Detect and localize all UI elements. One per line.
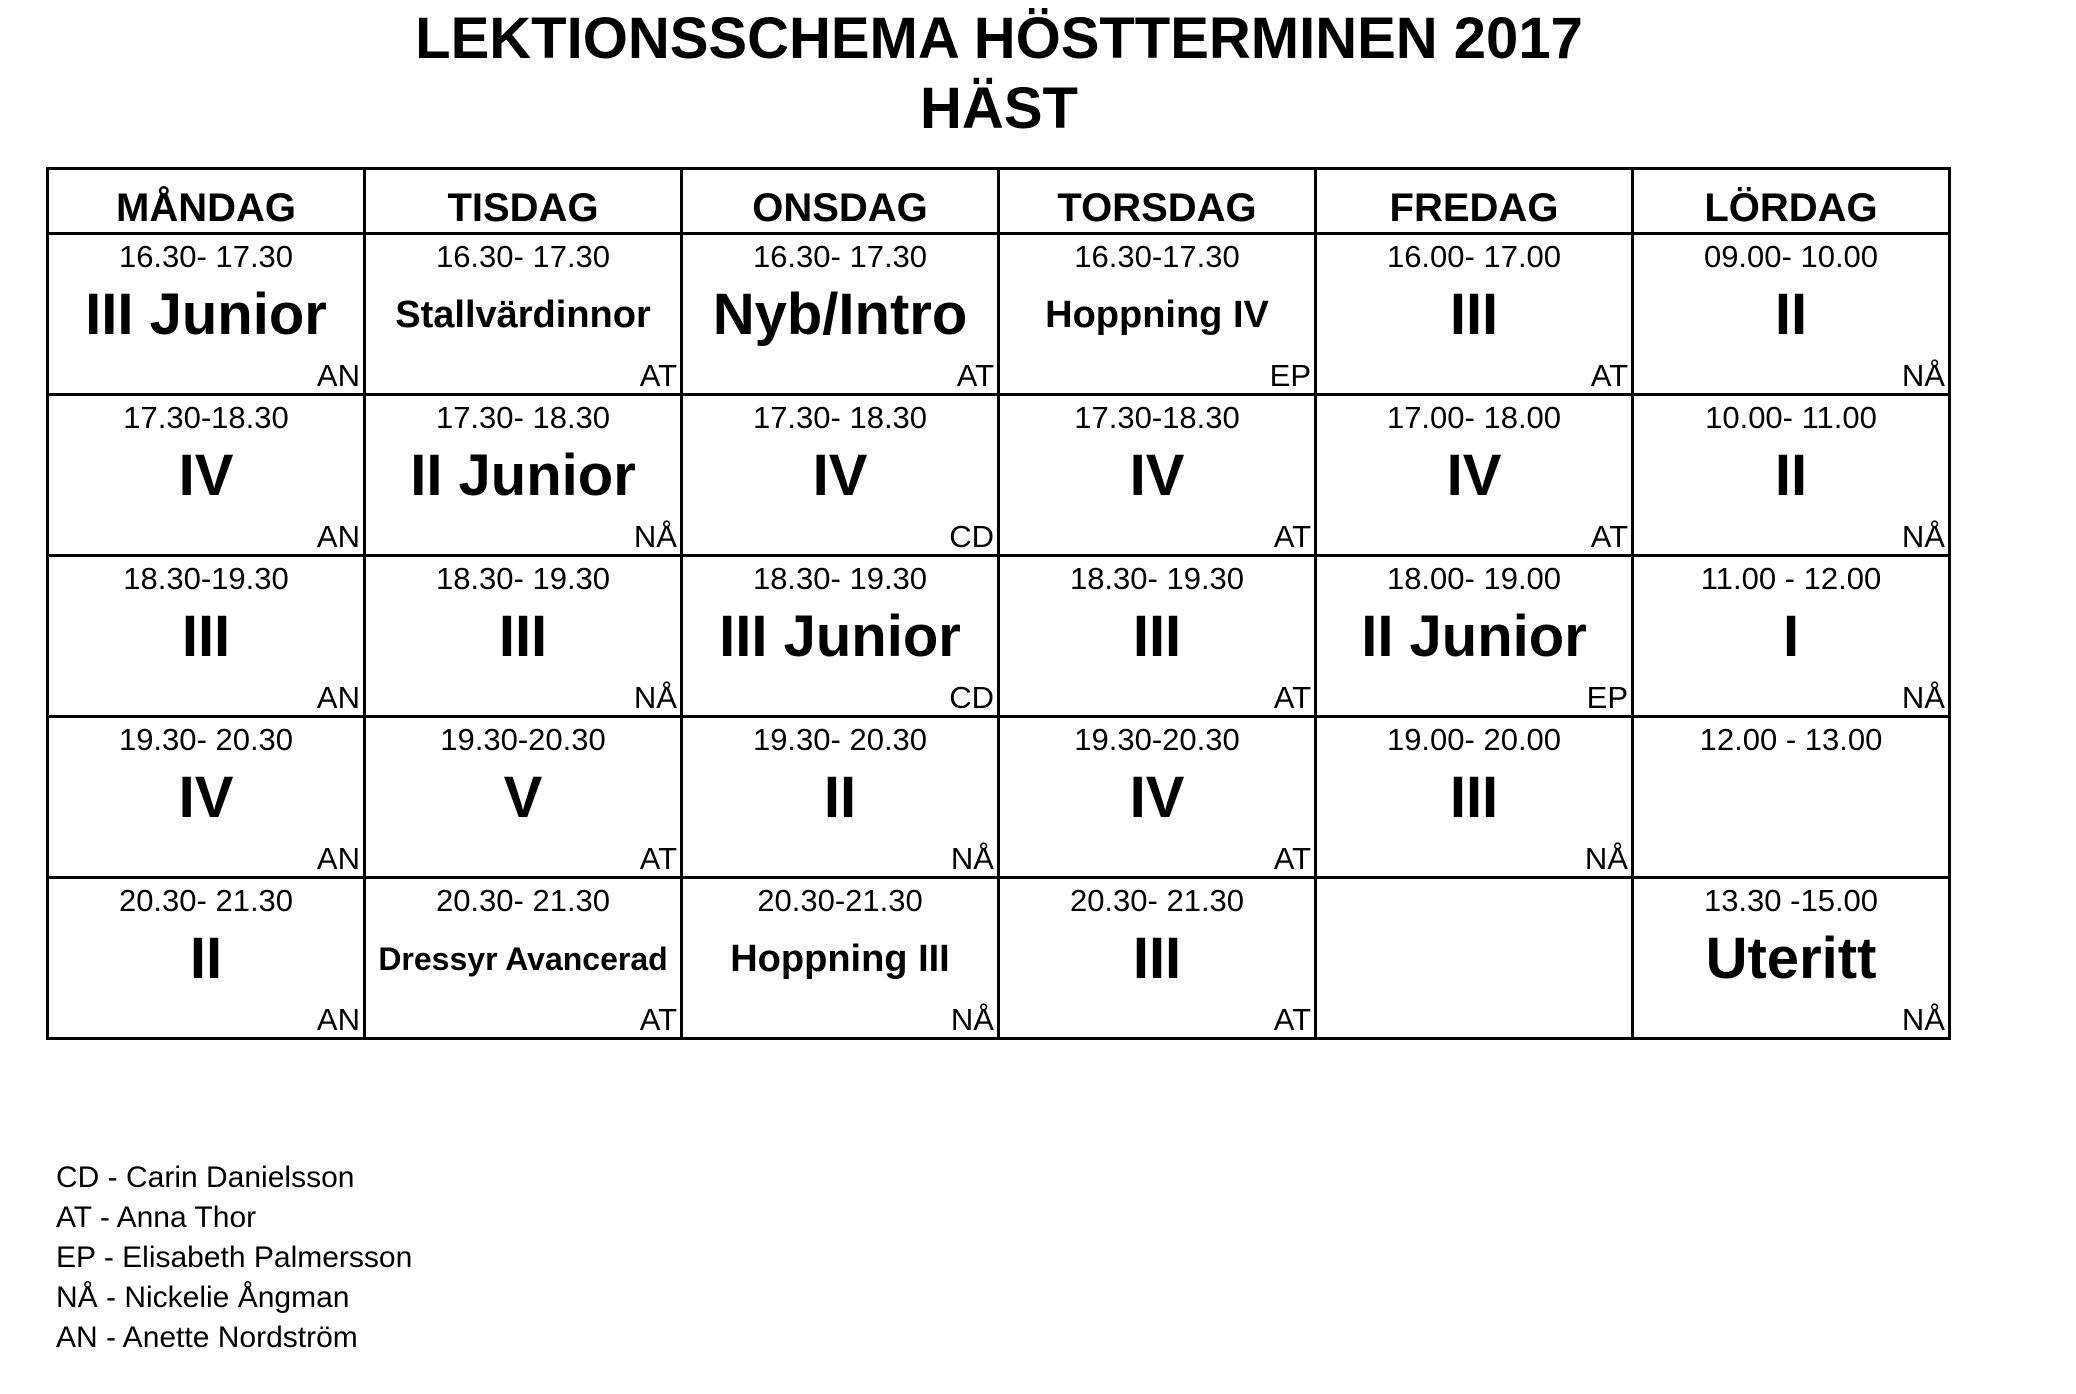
teacher-initials: CD xyxy=(949,680,994,715)
teacher-initials: NÅ xyxy=(950,1002,994,1037)
lesson-time: 13.30 -15.00 xyxy=(1703,883,1879,918)
teacher-initials: AN xyxy=(316,358,360,393)
lesson-level: II xyxy=(1774,282,1808,347)
lesson-time: 20.30- 21.30 xyxy=(435,883,611,918)
schedule-cell xyxy=(682,234,999,395)
day-header-tuesday: TISDAG xyxy=(365,169,682,234)
lesson-time: 18.30- 19.30 xyxy=(752,561,928,596)
teacher-legend xyxy=(56,1158,412,1358)
schedule-cell xyxy=(999,717,1316,878)
cell-content xyxy=(49,557,363,715)
lesson-time: 16.30- 17.30 xyxy=(435,239,611,274)
lesson-time: 20.30-21.30 xyxy=(757,883,923,918)
legend-item: CD - Carin Danielsson xyxy=(56,1161,355,1194)
teacher-initials: AT xyxy=(1590,358,1628,393)
teacher-initials: NÅ xyxy=(1901,680,1945,715)
cell-content xyxy=(1000,718,1314,876)
schedule-row xyxy=(48,234,1950,395)
lesson-level: Hoppning III xyxy=(730,938,950,980)
lesson-level: IV xyxy=(178,443,234,508)
schedule-cell xyxy=(682,556,999,717)
cell-content xyxy=(683,235,997,393)
schedule-cell xyxy=(48,234,365,395)
cell-content xyxy=(683,396,997,554)
teacher-initials: AN xyxy=(316,680,360,715)
lesson-level: II xyxy=(823,765,857,830)
lesson-level: Stallvärdinnor xyxy=(395,294,651,336)
schedule-cell xyxy=(48,878,365,1039)
lesson-time: 17.30-18.30 xyxy=(1074,400,1240,435)
title-line-2: HÄST xyxy=(920,76,1078,141)
teacher-initials: AT xyxy=(1590,519,1628,554)
cell-content xyxy=(1317,718,1631,876)
lesson-time: 16.00- 17.00 xyxy=(1386,239,1562,274)
cell-content xyxy=(366,557,680,715)
teacher-initials: AT xyxy=(1273,680,1311,715)
lesson-level: II Junior xyxy=(1361,604,1587,669)
schedule-cell xyxy=(48,556,365,717)
schedule-cell xyxy=(999,234,1316,395)
lesson-level: III Junior xyxy=(85,282,327,347)
lesson-level: IV xyxy=(812,443,868,508)
cell-content xyxy=(1317,879,1631,1037)
teacher-initials: AT xyxy=(639,841,677,876)
teacher-initials: NÅ xyxy=(1901,358,1945,393)
lesson-time: 09.00- 10.00 xyxy=(1703,239,1879,274)
lesson-time: 19.00- 20.00 xyxy=(1386,722,1562,757)
lesson-level: IV xyxy=(1129,765,1185,830)
cell-content xyxy=(1634,879,1948,1037)
lesson-time: 16.30-17.30 xyxy=(1074,239,1240,274)
schedule-cell xyxy=(365,234,682,395)
lesson-time: 19.30- 20.30 xyxy=(752,722,928,757)
teacher-initials: CD xyxy=(949,519,994,554)
cell-content xyxy=(1000,396,1314,554)
lesson-time: 19.30-20.30 xyxy=(440,722,606,757)
teacher-initials: NÅ xyxy=(1584,841,1628,876)
lesson-time: 17.30- 18.30 xyxy=(752,400,928,435)
teacher-initials: AT xyxy=(956,358,994,393)
lesson-level: IV xyxy=(178,765,234,830)
cell-content xyxy=(683,557,997,715)
lesson-level: Nyb/Intro xyxy=(712,282,968,347)
cell-content xyxy=(49,718,363,876)
teacher-initials: AT xyxy=(639,358,677,393)
lesson-time: 18.00- 19.00 xyxy=(1386,561,1562,596)
day-header-friday: FREDAG xyxy=(1316,169,1633,234)
schedule-cell xyxy=(1316,234,1633,395)
schedule-cell xyxy=(682,717,999,878)
cell-content xyxy=(1000,235,1314,393)
schedule-cell xyxy=(1316,717,1633,878)
lesson-time: 17.30- 18.30 xyxy=(435,400,611,435)
teacher-initials: AN xyxy=(316,841,360,876)
schedule-cell xyxy=(1316,556,1633,717)
schedule-cell xyxy=(1633,556,1950,717)
cell-content xyxy=(366,396,680,554)
lesson-time: 20.30- 21.30 xyxy=(1069,883,1245,918)
schedule-cell xyxy=(1633,717,1950,878)
teacher-initials: AN xyxy=(316,519,360,554)
day-header-saturday: LÖRDAG xyxy=(1633,169,1950,234)
schedule-cell xyxy=(365,717,682,878)
lesson-level: Dressyr Avancerad xyxy=(378,941,668,977)
schedule-cell xyxy=(682,395,999,556)
teacher-initials: AT xyxy=(1273,841,1311,876)
lesson-level: I xyxy=(1782,604,1800,669)
schedule-row xyxy=(48,878,1950,1039)
day-header-monday: MÅNDAG xyxy=(48,169,365,234)
lesson-time: 12.00 - 13.00 xyxy=(1699,722,1883,757)
cell-content xyxy=(1317,396,1631,554)
lesson-level: III Junior xyxy=(719,604,961,669)
lesson-time: 16.30- 17.30 xyxy=(752,239,928,274)
schedule-cell xyxy=(999,556,1316,717)
schedule-cell xyxy=(48,717,365,878)
teacher-initials: EP xyxy=(1586,680,1628,715)
schedule-cell xyxy=(365,878,682,1039)
lesson-level: III xyxy=(181,604,231,669)
schedule-cell xyxy=(1316,878,1633,1039)
schedule-cell xyxy=(1633,395,1950,556)
schedule-cell xyxy=(682,878,999,1039)
cell-content xyxy=(49,879,363,1037)
teacher-initials: AT xyxy=(639,1002,677,1037)
teacher-initials: NÅ xyxy=(633,680,677,715)
schedule-row xyxy=(48,556,1950,717)
title-line-1: LEKTIONSSCHEMA HÖSTTERMINEN 2017 xyxy=(415,6,1583,71)
teacher-initials: EP xyxy=(1269,358,1311,393)
lesson-level: Hoppning IV xyxy=(1045,294,1269,336)
lesson-time: 18.30- 19.30 xyxy=(1069,561,1245,596)
teacher-initials: AT xyxy=(1273,1002,1311,1037)
cell-content xyxy=(1317,557,1631,715)
cell-content xyxy=(366,879,680,1037)
schedule-cell xyxy=(999,395,1316,556)
lesson-level xyxy=(1634,758,1948,838)
schedule-cell xyxy=(365,395,682,556)
schedule-cell xyxy=(365,556,682,717)
lesson-time: 19.30- 20.30 xyxy=(118,722,294,757)
lesson-level: II xyxy=(1774,443,1808,508)
page-title xyxy=(0,4,1998,144)
lesson-time: 17.30-18.30 xyxy=(123,400,289,435)
day-header-thursday: TORSDAG xyxy=(999,169,1316,234)
lesson-level: III xyxy=(1449,282,1499,347)
teacher-initials: NÅ xyxy=(1901,1002,1945,1037)
teacher-initials: NÅ xyxy=(1901,519,1945,554)
schedule-cell xyxy=(1633,234,1950,395)
cell-content xyxy=(49,396,363,554)
schedule-row xyxy=(48,717,1950,878)
lesson-level: IV xyxy=(1446,443,1502,508)
lesson-level: III xyxy=(1132,604,1182,669)
cell-content xyxy=(1317,235,1631,393)
lesson-level: III xyxy=(498,604,548,669)
schedule-cell xyxy=(999,878,1316,1039)
lesson-level: Uteritt xyxy=(1705,926,1877,991)
lesson-level: II xyxy=(189,926,223,991)
lesson-time: 16.30- 17.30 xyxy=(118,239,294,274)
cell-content xyxy=(1634,718,1948,876)
lesson-level: III xyxy=(1449,765,1499,830)
legend-item: AN - Anette Nordström xyxy=(56,1321,358,1354)
lesson-time: 17.00- 18.00 xyxy=(1386,400,1562,435)
lesson-level: II Junior xyxy=(410,443,636,508)
lesson-time: 11.00 - 12.00 xyxy=(1700,561,1882,596)
schedule-table xyxy=(46,167,1951,1040)
lesson-level xyxy=(1317,919,1631,999)
cell-content xyxy=(683,879,997,1037)
cell-content xyxy=(1634,557,1948,715)
cell-content xyxy=(683,718,997,876)
teacher-initials: AT xyxy=(1273,519,1311,554)
lesson-time: 10.00- 11.00 xyxy=(1705,400,1877,435)
cell-content xyxy=(1634,235,1948,393)
schedule-cell xyxy=(1633,878,1950,1039)
day-header-row xyxy=(48,169,1950,234)
cell-content xyxy=(366,718,680,876)
legend-item: AT - Anna Thor xyxy=(56,1201,257,1234)
lesson-level: IV xyxy=(1129,443,1185,508)
cell-content xyxy=(1000,557,1314,715)
teacher-initials: NÅ xyxy=(633,519,677,554)
schedule-cell xyxy=(1316,395,1633,556)
lesson-time: 19.30-20.30 xyxy=(1074,722,1240,757)
lesson-level: V xyxy=(503,765,543,830)
teacher-initials: NÅ xyxy=(950,841,994,876)
lesson-time: 18.30- 19.30 xyxy=(435,561,611,596)
lesson-time: 20.30- 21.30 xyxy=(118,883,294,918)
cell-content xyxy=(49,235,363,393)
schedule-row xyxy=(48,395,1950,556)
cell-content xyxy=(366,235,680,393)
schedule-cell xyxy=(48,395,365,556)
day-header-wednesday: ONSDAG xyxy=(682,169,999,234)
lesson-time: 18.30-19.30 xyxy=(123,561,289,596)
cell-content xyxy=(1634,396,1948,554)
cell-content xyxy=(1000,879,1314,1037)
legend-item: NÅ - Nickelie Ångman xyxy=(56,1281,350,1314)
teacher-initials: AN xyxy=(316,1002,360,1037)
lesson-level: III xyxy=(1132,926,1182,991)
legend-item: EP - Elisabeth Palmersson xyxy=(56,1241,413,1274)
